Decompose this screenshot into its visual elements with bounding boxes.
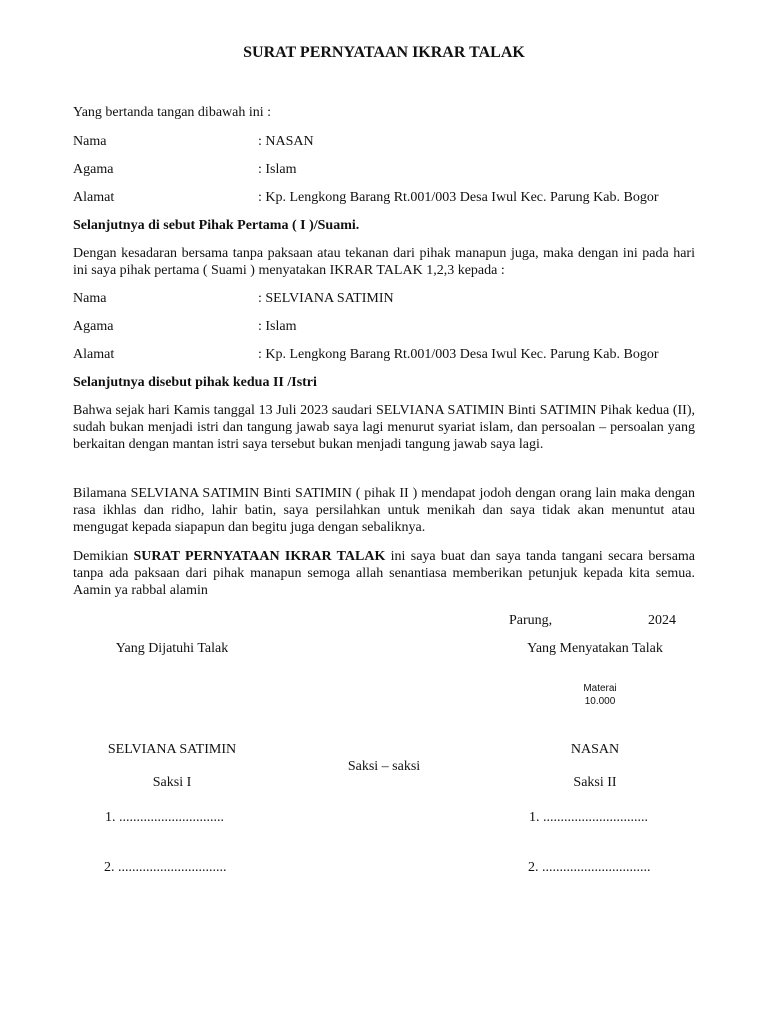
- left-signer-name: SELVIANA SATIMIN: [107, 742, 237, 757]
- party2-religion-value: : Islam: [258, 319, 297, 334]
- materai-amount: 10.000: [584, 696, 616, 707]
- party1-name-label: Nama: [73, 134, 107, 149]
- party2-religion-label: Agama: [73, 319, 114, 334]
- party2-address-value: : Kp. Lengkong Barang Rt.001/003 Desa Iwul Kec. Parung Kab. Bogor: [258, 347, 659, 362]
- intro-text: Yang bertanda tangan dibawah ini :: [73, 105, 272, 120]
- party1-religion-label: Agama: [73, 162, 114, 177]
- party2-address-label: Alamat: [73, 347, 115, 362]
- closing-emphasis: SURAT PERNYATAAN IKRAR TALAK: [133, 549, 386, 564]
- paragraph-2: Bilamana SELVIANA SATIMIN Binti SATIMIN ( pihak II ) mendapat jodoh dengan orang lain maka dengan rasa ikhlas dan ridho, lahir batin, saya persilahkan untuk menikah dan saya tidak akan menuntut atau mengugat kepada siapapun dan begitu juga dengan sebaliknya.: [73, 486, 695, 535]
- party2-name-label: Nama: [73, 291, 107, 306]
- sign-year: 2024: [648, 613, 676, 628]
- materai-stamp-box: [550, 682, 650, 708]
- left-sign-title: Yang Dijatuhi Talak: [115, 641, 229, 656]
- right-sign-title: Yang Menyatakan Talak: [527, 641, 663, 656]
- party2-name-value: : SELVIANA SATIMIN: [258, 291, 394, 306]
- witness1-label: Saksi I: [152, 775, 192, 790]
- closing-after: ini saya buat dan saya tanda tangani secara bersama tanpa ada paksaan dari pihak manapun semoga allah senantiasa memberikan petunjuk kepada kita semua. Aamin ya rabbal alamin: [73, 549, 696, 598]
- party1-religion-value: : Islam: [258, 162, 297, 177]
- closing-before: Demikian: [73, 549, 134, 564]
- party1-name-value: : NASAN: [258, 134, 314, 149]
- party1-address-label: Alamat: [73, 190, 115, 205]
- witnesses-title: Saksi – saksi: [347, 759, 421, 774]
- witness2-line-2: 2. ...............................: [528, 860, 651, 875]
- witness2-line-1: 1. ..............................: [529, 810, 648, 825]
- witness1-line-2: 2. ...............................: [104, 860, 227, 875]
- paragraph-1: Bahwa sejak hari Kamis tanggal 13 Juli 2023 saudari SELVIANA SATIMIN Binti SATIMIN Pihak kedua (II), sudah bukan menjadi istri dan tangung jawab saya lagi menurut syariat islam, dan persoalan – persoalan yang berkaitan dengan mantan istri saya tersebut bukan menjadi tangung jawab saya lagi.: [73, 403, 695, 452]
- sign-place: Parung,: [509, 613, 553, 628]
- materai-label: Materai: [583, 683, 617, 694]
- party1-designation: Selanjutnya di sebut Pihak Pertama ( I )/Suami.: [73, 218, 360, 233]
- witness2-label: Saksi II: [573, 775, 617, 790]
- document-title: SURAT PERNYATAAN IKRAR TALAK: [243, 44, 525, 61]
- right-signer-name: NASAN: [570, 742, 620, 757]
- statement-paragraph: Dengan kesadaran bersama tanpa paksaan atau tekanan dari pihak manapun juga, maka dengan ini pada hari ini saya pihak pertama ( Suami ) menyatakan IKRAR TALAK 1,2,3 kepada :: [73, 246, 695, 278]
- party1-address-value: : Kp. Lengkong Barang Rt.001/003 Desa Iwul Kec. Parung Kab. Bogor: [258, 190, 659, 205]
- closing-paragraph: [73, 548, 695, 599]
- party2-designation: Selanjutnya disebut pihak kedua II /Istri: [73, 375, 317, 390]
- witness1-line-1: 1. ..............................: [105, 810, 224, 825]
